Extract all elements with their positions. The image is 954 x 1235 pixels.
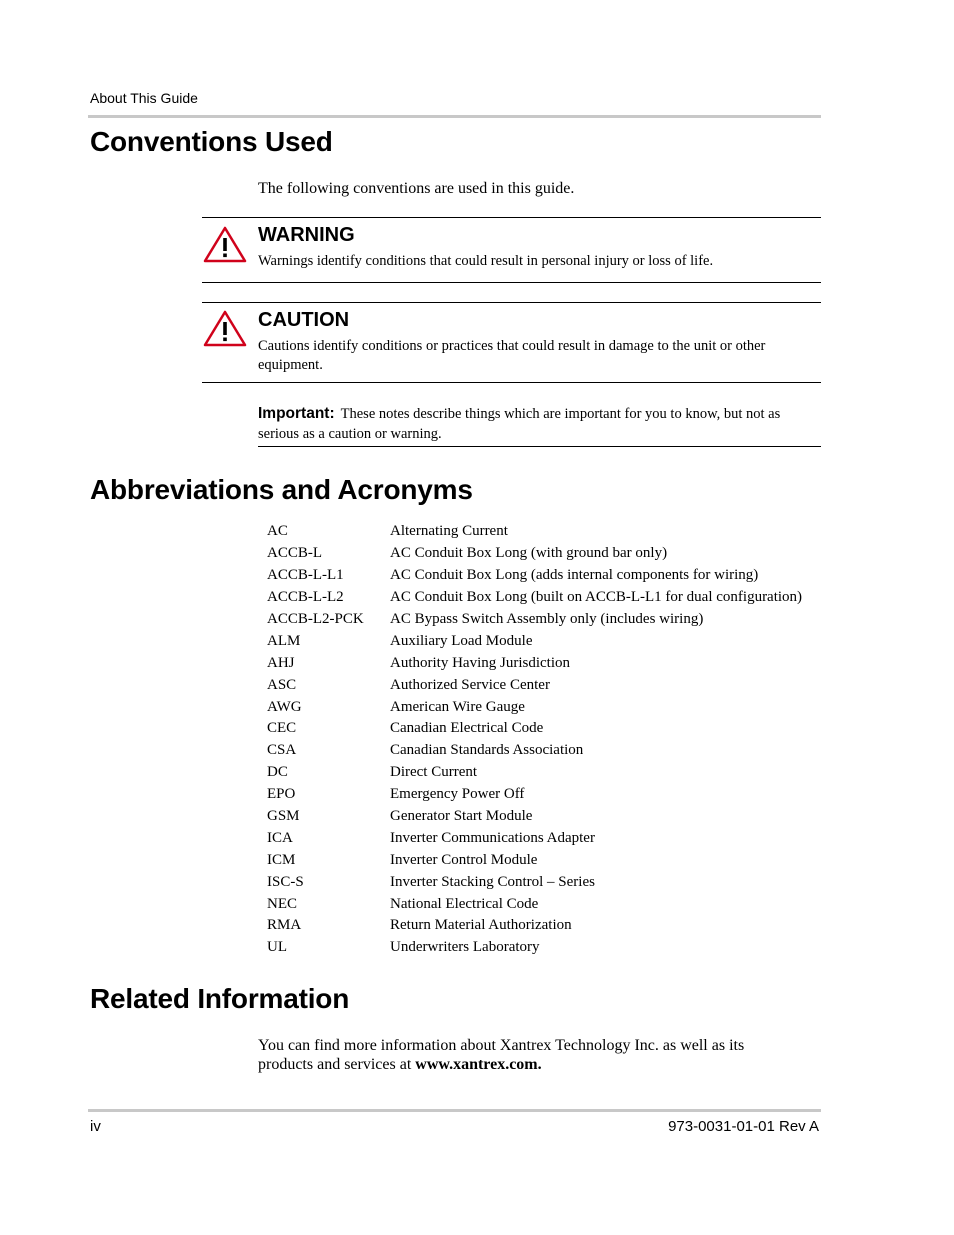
abbreviation-definition: Inverter Communications Adapter bbox=[390, 829, 595, 846]
abbreviation-term: GSM bbox=[267, 808, 300, 825]
abbreviation-row bbox=[267, 915, 802, 937]
abbreviation-definition: Authority Having Jurisdiction bbox=[390, 654, 570, 671]
abbreviation-term: ICA bbox=[267, 829, 293, 846]
abbreviation-row bbox=[267, 937, 802, 959]
abbreviation-row bbox=[267, 827, 802, 849]
abbreviation-row bbox=[267, 652, 802, 674]
abbreviation-row bbox=[267, 849, 802, 871]
abbreviation-definition: AC Conduit Box Long (with ground bar only) bbox=[390, 545, 668, 562]
abbreviation-term: ACCB-L-L2 bbox=[267, 589, 344, 606]
warning-title: WARNING bbox=[258, 224, 355, 246]
abbreviation-definition: AC Conduit Box Long (built on ACCB-L-L1 for dual configuration) bbox=[390, 589, 803, 606]
abbreviation-definition: Alternating Current bbox=[390, 523, 508, 540]
caution-triangle-icon bbox=[203, 309, 247, 347]
section-heading-related: Related Information bbox=[90, 983, 350, 1014]
important-rule bbox=[258, 446, 821, 447]
abbreviation-term: ACCB-L-L1 bbox=[267, 567, 344, 584]
caution-bottom-rule bbox=[202, 382, 821, 383]
abbreviation-definition: Direct Current bbox=[390, 764, 478, 781]
abbreviation-definition: National Electrical Code bbox=[390, 895, 539, 912]
abbreviation-term: NEC bbox=[267, 895, 297, 912]
abbreviation-row bbox=[267, 893, 802, 915]
caution-title: CAUTION bbox=[258, 309, 350, 331]
abbreviation-term: UL bbox=[267, 939, 287, 956]
abbreviation-definition: Generator Start Module bbox=[390, 808, 533, 825]
abbreviation-row bbox=[267, 521, 802, 543]
abbreviation-term: CSA bbox=[267, 742, 297, 759]
abbreviation-definition: Underwriters Laboratory bbox=[390, 939, 540, 956]
abbreviation-definition: Inverter Stacking Control – Series bbox=[390, 873, 595, 890]
caution-top-rule bbox=[202, 302, 821, 303]
abbreviation-row bbox=[267, 696, 802, 718]
abbreviation-term: ICM bbox=[267, 851, 296, 868]
abbreviation-row bbox=[267, 762, 802, 784]
abbreviation-term: ISC-S bbox=[267, 873, 304, 890]
running-header: About This Guide bbox=[90, 90, 198, 106]
abbreviation-row bbox=[267, 543, 802, 565]
abbreviation-definition: AC Conduit Box Long (adds internal components for wiring) bbox=[390, 567, 759, 584]
abbreviation-definition: Return Material Authorization bbox=[390, 917, 572, 934]
abbreviation-row bbox=[267, 565, 802, 587]
abbreviation-row bbox=[267, 784, 802, 806]
abbreviation-row bbox=[267, 806, 802, 828]
abbreviation-definition: Emergency Power Off bbox=[390, 786, 525, 803]
important-note bbox=[258, 404, 821, 444]
abbreviation-row bbox=[267, 630, 802, 652]
document-id: 973-0031-01-01 Rev A bbox=[668, 1118, 819, 1135]
header-rule bbox=[88, 115, 821, 118]
section-heading-abbreviations: Abbreviations and Acronyms bbox=[90, 474, 473, 505]
related-text: You can find more information about Xantrex Technology Inc. as well as its products and services at bbox=[258, 1037, 745, 1073]
related-paragraph bbox=[258, 1036, 798, 1074]
warning-bottom-rule bbox=[202, 282, 821, 283]
footer-rule bbox=[88, 1109, 821, 1112]
website-link[interactable]: www.xantrex.com. bbox=[415, 1056, 542, 1073]
abbreviation-definition: Canadian Electrical Code bbox=[390, 720, 544, 737]
abbreviations-table bbox=[267, 521, 802, 959]
section-heading-conventions: Conventions Used bbox=[90, 126, 333, 157]
abbreviation-term: DC bbox=[267, 764, 288, 781]
abbreviation-term: AWG bbox=[267, 698, 302, 715]
warning-triangle-icon bbox=[203, 225, 247, 263]
abbreviation-row bbox=[267, 740, 802, 762]
abbreviation-term: RMA bbox=[267, 917, 302, 934]
abbreviation-row bbox=[267, 718, 802, 740]
abbreviation-term: CEC bbox=[267, 720, 297, 737]
abbreviation-row bbox=[267, 871, 802, 893]
abbreviation-row bbox=[267, 609, 802, 631]
abbreviation-definition: Auxiliary Load Module bbox=[390, 632, 533, 649]
abbreviation-definition: Inverter Control Module bbox=[390, 851, 538, 868]
abbreviation-definition: AC Bypass Switch Assembly only (includes wiring) bbox=[390, 611, 704, 627]
abbreviation-definition: American Wire Gauge bbox=[390, 698, 525, 715]
abbreviation-definition: Authorized Service Center bbox=[390, 676, 550, 693]
important-label: Important: bbox=[258, 405, 335, 422]
abbreviation-definition: Canadian Standards Association bbox=[390, 742, 584, 759]
abbreviation-term: AHJ bbox=[267, 654, 295, 671]
abbreviation-term: ACCB-L bbox=[267, 545, 323, 562]
conventions-intro: The following conventions are used in this guide. bbox=[258, 180, 575, 197]
abbreviation-term: ACCB-L2-PCK bbox=[267, 611, 364, 627]
abbreviation-term: EPO bbox=[267, 786, 296, 803]
caution-text: Cautions identify conditions or practices that could result in damage to the unit or other equipment. bbox=[258, 338, 766, 373]
abbreviation-term: AC bbox=[267, 523, 288, 540]
page-number: iv bbox=[90, 1118, 101, 1135]
abbreviation-row bbox=[267, 674, 802, 696]
warning-top-rule bbox=[202, 217, 821, 218]
abbreviation-term: ASC bbox=[267, 676, 297, 693]
important-text: These notes describe things which are important for you to know, but not as serious as a caution or warning. bbox=[258, 406, 781, 442]
warning-text: Warnings identify conditions that could result in personal injury or loss of life. bbox=[258, 253, 714, 269]
abbreviation-row bbox=[267, 587, 802, 609]
abbreviation-term: ALM bbox=[267, 632, 301, 649]
